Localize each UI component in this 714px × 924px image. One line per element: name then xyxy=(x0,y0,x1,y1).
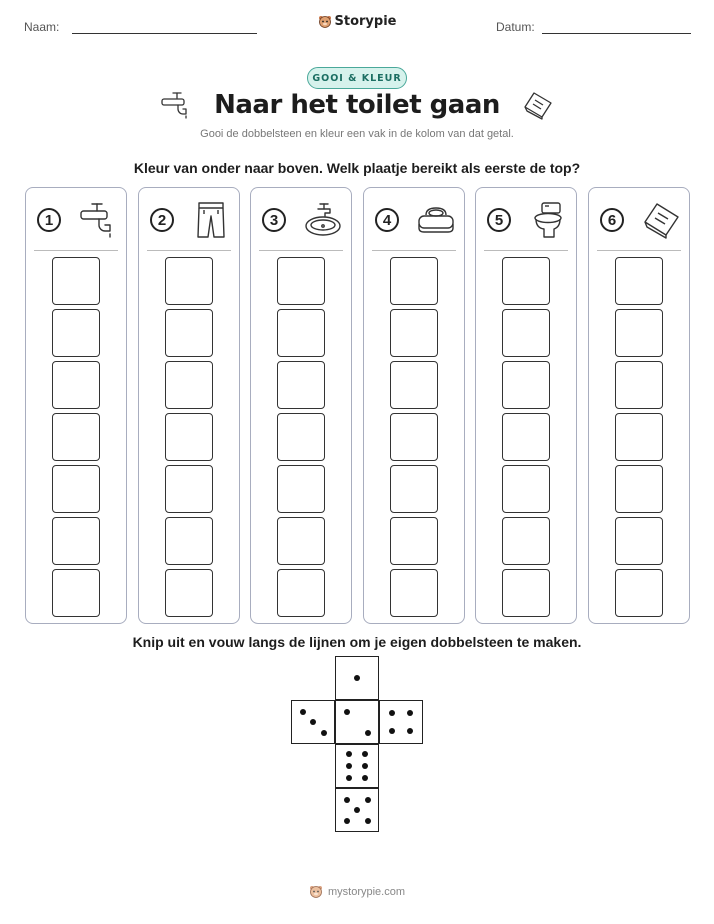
column-divider xyxy=(147,250,231,251)
color-box[interactable] xyxy=(502,517,550,565)
page-subtitle: Gooi de dobbelsteen en kleur een vak in de kolom van dat getal. xyxy=(200,128,514,140)
brand-name: Storypie xyxy=(334,14,397,29)
pip xyxy=(321,730,327,736)
pip xyxy=(346,763,352,769)
game-instruction: Kleur van onder naar boven. Welk plaatje bereikt als eerste de top? xyxy=(133,160,581,176)
color-box[interactable] xyxy=(390,517,438,565)
faucet-icon xyxy=(78,200,118,240)
pip xyxy=(365,730,371,736)
pip xyxy=(344,797,350,803)
color-box[interactable] xyxy=(502,569,550,617)
date-line xyxy=(542,33,691,34)
sink-icon xyxy=(303,200,343,240)
name-line xyxy=(72,33,257,34)
column-header xyxy=(487,200,568,240)
column-header xyxy=(262,200,343,240)
name-label: Naam: xyxy=(24,20,60,34)
color-box[interactable] xyxy=(277,257,325,305)
pip xyxy=(389,710,395,716)
column-number: 5 xyxy=(487,208,511,232)
column-3 xyxy=(250,187,352,624)
pip xyxy=(354,807,360,813)
column-6 xyxy=(588,187,690,624)
pip xyxy=(362,775,368,781)
color-box[interactable] xyxy=(615,465,663,513)
column-divider xyxy=(372,250,456,251)
toilet-icon xyxy=(528,200,568,240)
column-divider xyxy=(597,250,681,251)
color-box[interactable] xyxy=(502,361,550,409)
color-box[interactable] xyxy=(52,361,100,409)
color-box[interactable] xyxy=(502,257,550,305)
pants-icon xyxy=(191,200,231,240)
date-label: Datum: xyxy=(496,20,535,34)
pip xyxy=(362,751,368,757)
pip xyxy=(344,709,350,715)
color-box[interactable] xyxy=(390,413,438,461)
column-divider xyxy=(34,250,118,251)
column-4 xyxy=(363,187,465,624)
color-box[interactable] xyxy=(277,569,325,617)
die-face-2 xyxy=(335,700,379,744)
towel-icon xyxy=(641,200,681,240)
color-box[interactable] xyxy=(52,257,100,305)
color-box[interactable] xyxy=(502,413,550,461)
footer xyxy=(0,884,714,899)
column-number: 3 xyxy=(262,208,286,232)
pip xyxy=(407,710,413,716)
pip xyxy=(300,709,306,715)
title-row xyxy=(0,90,714,120)
color-box[interactable] xyxy=(277,361,325,409)
color-box[interactable] xyxy=(615,361,663,409)
color-box[interactable] xyxy=(615,413,663,461)
color-box[interactable] xyxy=(52,413,100,461)
color-box[interactable] xyxy=(277,465,325,513)
color-box[interactable] xyxy=(277,413,325,461)
column-header xyxy=(375,200,456,240)
color-box[interactable] xyxy=(615,517,663,565)
color-box[interactable] xyxy=(52,569,100,617)
column-5 xyxy=(475,187,577,624)
cut-instruction: Knip uit en vouw langs de lijnen om je eigen dobbelsteen te maken. xyxy=(132,634,582,650)
pip xyxy=(354,675,360,681)
column-divider xyxy=(484,250,568,251)
die-face-1 xyxy=(335,656,379,700)
page-title: Naar het toilet gaan xyxy=(214,90,500,120)
activity-badge: GOOI & KLEUR xyxy=(307,67,407,89)
color-box[interactable] xyxy=(165,413,213,461)
color-box[interactable] xyxy=(502,465,550,513)
column-header xyxy=(150,200,231,240)
column-number: 4 xyxy=(375,208,399,232)
column-header xyxy=(600,200,681,240)
die-face-4 xyxy=(379,700,423,744)
column-number: 6 xyxy=(600,208,624,232)
column-number: 1 xyxy=(37,208,61,232)
color-box[interactable] xyxy=(165,361,213,409)
towel-icon xyxy=(522,90,554,120)
color-box[interactable] xyxy=(390,465,438,513)
storypie-mascot-icon xyxy=(309,884,323,899)
color-box[interactable] xyxy=(165,309,213,357)
color-box[interactable] xyxy=(52,309,100,357)
die-face-3 xyxy=(291,700,335,744)
soap-icon xyxy=(416,200,456,240)
column-number: 2 xyxy=(150,208,174,232)
color-box[interactable] xyxy=(615,257,663,305)
brand-logo xyxy=(0,14,714,29)
color-box[interactable] xyxy=(52,517,100,565)
die-face-5 xyxy=(335,788,379,832)
column-1 xyxy=(25,187,127,624)
color-box[interactable] xyxy=(277,517,325,565)
pip xyxy=(346,775,352,781)
color-box[interactable] xyxy=(615,309,663,357)
color-box[interactable] xyxy=(502,309,550,357)
color-box[interactable] xyxy=(165,569,213,617)
color-box[interactable] xyxy=(390,361,438,409)
color-box[interactable] xyxy=(615,569,663,617)
pip xyxy=(362,763,368,769)
color-box[interactable] xyxy=(52,465,100,513)
column-2 xyxy=(138,187,240,624)
color-box[interactable] xyxy=(165,517,213,565)
color-box[interactable] xyxy=(390,309,438,357)
column-header xyxy=(37,200,118,240)
pip xyxy=(344,818,350,824)
column-divider xyxy=(259,250,343,251)
footer-url[interactable]: mystorypie.com xyxy=(327,885,406,898)
pip xyxy=(389,728,395,734)
color-box[interactable] xyxy=(390,569,438,617)
faucet-icon xyxy=(160,90,192,120)
color-box[interactable] xyxy=(390,257,438,305)
pip xyxy=(407,728,413,734)
pip xyxy=(346,751,352,757)
color-box[interactable] xyxy=(165,257,213,305)
pip xyxy=(365,797,371,803)
color-box[interactable] xyxy=(165,465,213,513)
storypie-mascot-icon xyxy=(318,14,332,29)
pip xyxy=(310,719,316,725)
die-face-6 xyxy=(335,744,379,788)
color-box[interactable] xyxy=(277,309,325,357)
pip xyxy=(365,818,371,824)
